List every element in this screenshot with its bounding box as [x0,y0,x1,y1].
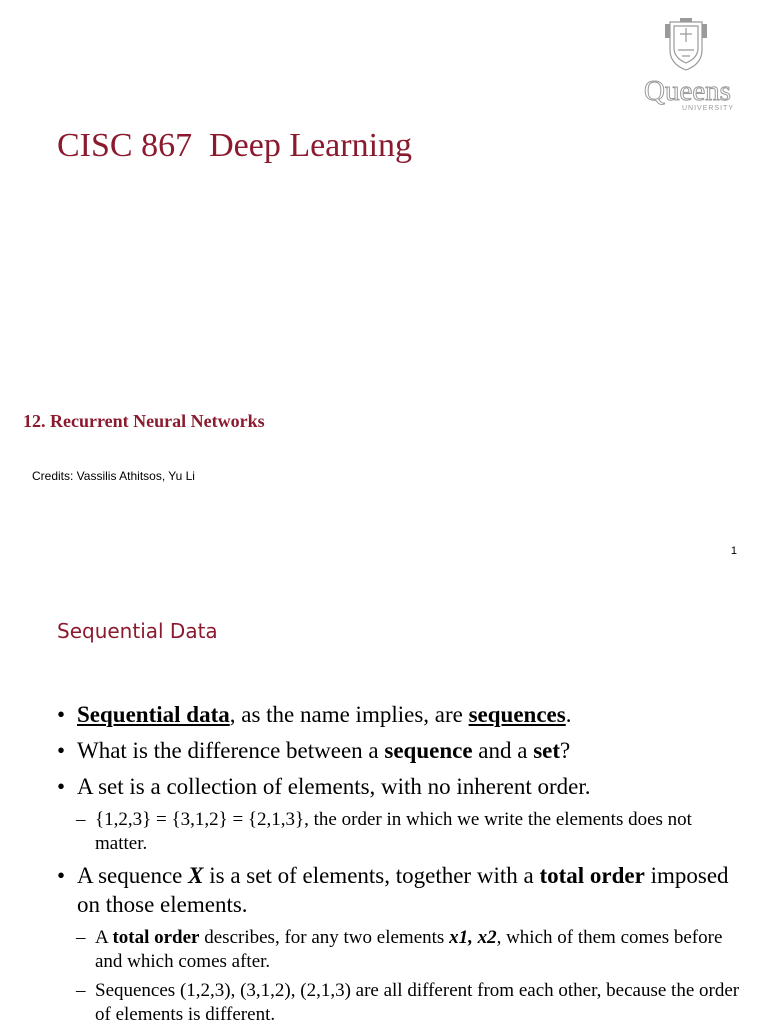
bullet-sequence-definition: • A sequence X is a set of elements, together with a total order imposed on those elements. [57,861,747,919]
bullet-sequence-vs-set: • What is the difference between a sequence and a set? [57,736,747,765]
logo-tagline: UNIVERSITY [682,105,735,112]
sub-bullet-set-example: – {1,2,3} = {3,1,2} = {2,1,3}, the order in which we write the elements does not matter. [57,808,747,856]
queens-university-logo [640,14,750,114]
page-number: 1 [730,545,737,557]
credits-line: Credits: Vassilis Athitsos, Yu Li [32,469,195,483]
bullet-sequential-data: • Sequential data, as the name implies, are sequences. [57,700,747,729]
sub-bullet-sequence-example: – Sequences (1,2,3), (3,1,2), (2,1,3) are all different from each other, because the order of elements is different. [57,979,747,1027]
slide-title: CISC 867 Deep Learning [57,127,413,164]
bullet-set-definition: • A set is a collection of elements, with no inherent order. [57,772,747,801]
bullet-list [57,700,747,1032]
sub-bullet-total-order: – A total order describes, for any two elements x1, x2, which of them comes before and which comes after. [57,926,747,974]
logo-wordmark: Queens [644,75,731,107]
section-heading: Sequential Data [57,619,218,643]
slide-subtitle: 12. Recurrent Neural Networks [23,411,265,431]
